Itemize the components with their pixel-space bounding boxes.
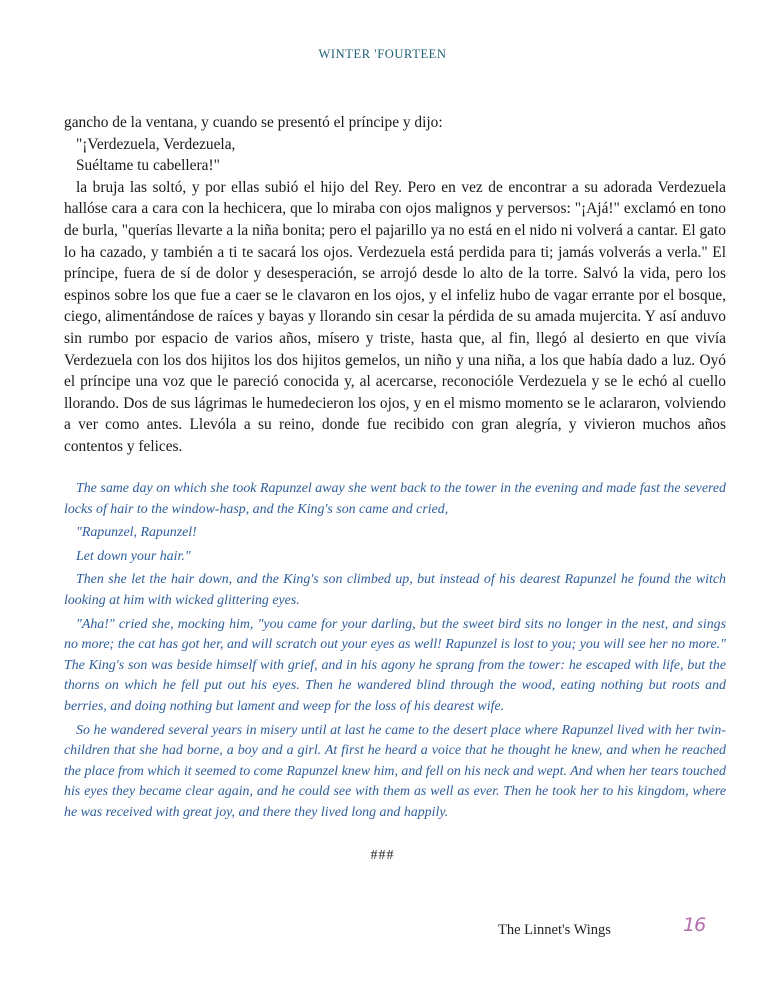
section-separator: ### — [370, 848, 395, 863]
english-paragraph: So he wandered several years in misery until at last he came to the desert place where Rapunzel lived with her twin-children that she had borne, a boy and a girl. At first he heard a voice that he thought he knew, and when he reached the place from which it seemed to come Rapunzel knew him, and fell on his neck and wept. And when her tears touched his eyes they became clear again, and he could see with them as well as ever. Then he took her to his kingdom, where he was received with great joy, and there they lived long and happily. — [64, 722, 726, 820]
english-paragraph: Then she let the hair down, and the King's son climbed up, but instead of his dearest Rapunzel he found the witch looking at him with wicked glittering eyes. — [64, 572, 726, 608]
spanish-paragraph: la bruja las soltó, y por ellas subió el hijo del Rey. Pero en vez de encontrar a su adorada Verdezuela hallóse cara a cara con la hechicera, que lo miraba con ojos malignos y perversos: "¡Ajá!" exclamó en tono de burla, "querías llevarte a la niña bonita; pero el pajarillo ya no está en el nido ni volverá a cantar. El gato lo ha cazado, y también a ti te sacará los ojos. Verdezuela está perdida para ti; jamás volverás a verla." El príncipe, fuera de sí de dolor y desesperación, se arrojó desde lo alto de la torre. Salvó la vida, pero los espinos sobre los que fue a caer se le clavaron en los ojos, y el infeliz hubo de vagar errante por el bosque, ciego, alimentándose de raíces y bayas y llorando sin cesar la pérdida de su amada mujercita. Y así anduvo sin rumbo por espacio de varios años, mísero y triste, hasta que, al fin, llegó al desierto en que vivía Verdezuela con los dos hijitos los dos hijitos gemelos, un niño y una niña, a los que había dado a luz. Oyó el príncipe una voz que le pareció conocida y, al acercarse, reconocióle Verdezuela y se le echó al cuello llorando. Dos de sus lágrimas le humedecieron los ojos, y en el mismo momento se le aclararon, volviendo a ver como antes. Llevóla a su reino, donde fue recibido con gran alegría, y vivieron muchos años contentos y felices. — [64, 178, 726, 455]
page-number: 16 — [683, 914, 706, 936]
spanish-text-block — [64, 112, 726, 458]
english-verse-line: "Rapunzel, Rapunzel! — [76, 525, 197, 541]
english-paragraph: The same day on which she took Rapunzel away she went back to the tower in the evening and made fast the severed locks of hair to the window-hasp, and the King's son came and cried, — [64, 481, 726, 517]
running-head: WINTER 'FOURTEEN — [318, 47, 447, 61]
spanish-verse-line: Suéltame tu cabellera!" — [76, 157, 220, 175]
english-text-block — [64, 479, 726, 824]
spanish-paragraph: gancho de la ventana, y cuando se presentó el príncipe y dijo: — [64, 114, 443, 131]
english-verse-line: Let down your hair." — [76, 548, 191, 564]
spanish-verse-line: "¡Verdezuela, Verdezuela, — [76, 135, 236, 153]
english-paragraph: "Aha!" cried she, mocking him, "you came for your darling, but the sweet bird sits no longer in the nest, and sings no more; the cat has got her, and will scratch out your eyes as well! Rapunzel is lost to you; you will see her no more." The King's son was beside himself with grief, and in his agony he sprang from the tower: he escaped with life, but the thorns on which he fell put out his eyes. Then he wandered blind through the wood, eating nothing but roots and berries, and doing nothing but lament and weep for the loss of his dearest wife. — [64, 616, 726, 714]
footer-publication-title: The Linnet's Wings — [498, 922, 611, 938]
